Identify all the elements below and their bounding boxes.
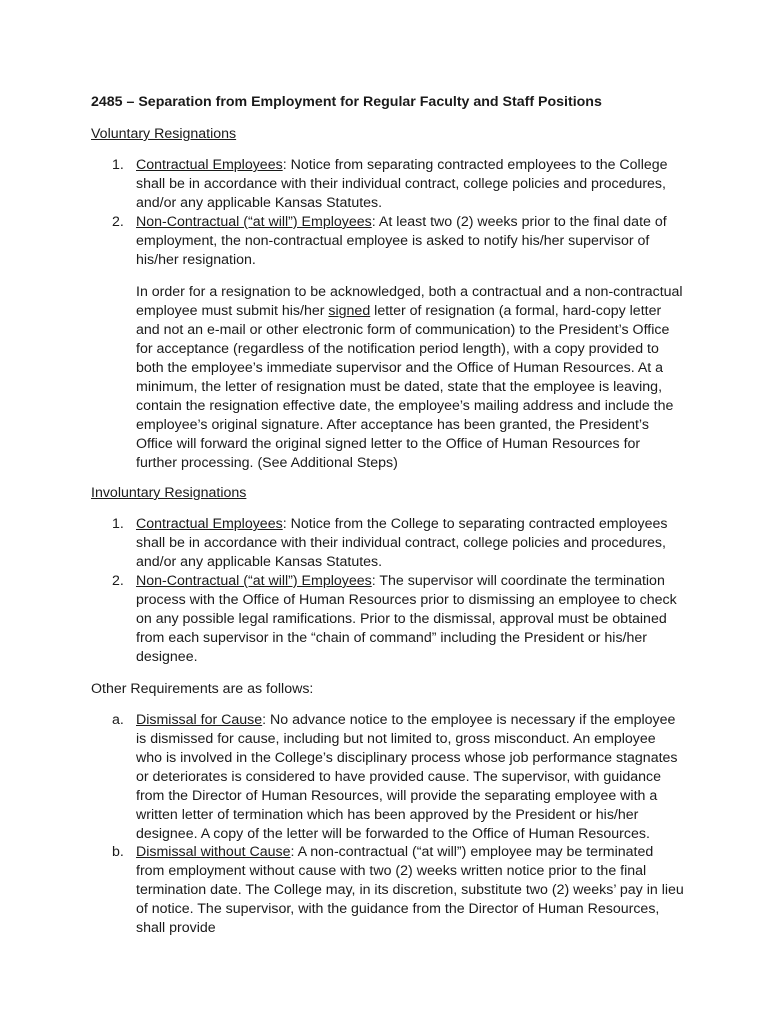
item-label: Dismissal for Cause <box>136 712 263 728</box>
list-item-text <box>136 156 684 213</box>
signed-emphasis: signed <box>328 303 371 319</box>
voluntary-heading: Voluntary Resignations <box>91 126 237 142</box>
policy-title: 2485 – Separation from Employment for Regular Faculty and Staff Positions <box>91 94 602 110</box>
item-label: Contractual Employees <box>136 516 283 532</box>
paragraph-text-after: letter of resignation (a formal, hard-copy letter and not an e-mail or other electronic form of communication) to the President’s Office for acceptance (regardless of the notification period length), with a copy provided to both the employee’s immediate supervisor and the Office of Human Resources. At a minimum, the letter of resignation must be dated, state that the employee is leaving, contain the resignation effective date, the employee’s mailing address and include the employee’s original signature. After acceptance has been granted, the President’s Office will forward the original signed letter to the Office of Human Resources for further processing. (See Additional Steps) <box>136 303 674 471</box>
item-label: Dismissal without Cause <box>136 844 291 860</box>
item-body: : Notice from the College to separating contracted employees shall be in accordance with their individual contract, college policies and procedures, and/or any applicable Kansas Statutes. <box>136 516 668 570</box>
list-marker: 1. <box>112 516 124 532</box>
list-item-text <box>136 213 684 270</box>
item-body: : A non-contractual (“at will”) employee may be terminated from employment without cause with two (2) weeks written notice prior to the final termination date. The College may, in its discretion, substitute two (2) weeks’ pay in lieu of notice. The supervisor, with the guidance from the Director of Human Resources, shall provide <box>136 844 684 936</box>
list-marker: 1. <box>112 157 124 173</box>
item-body: : Notice from separating contracted employees to the College shall be in accordance with their individual contract, college policies and procedures, and/or any applicable Kansas Statutes. <box>136 157 668 211</box>
item-label: Contractual Employees <box>136 157 283 173</box>
item-label: Non-Contractual (“at will”) Employees <box>136 573 372 589</box>
list-marker: b. <box>112 844 124 860</box>
paragraph-text-before: In order for a resignation to be acknowledged, both a contractual and a non-contractual employee must submit his/her <box>136 284 683 319</box>
list-marker: 2. <box>112 214 124 230</box>
involuntary-heading: Involuntary Resignations <box>91 485 247 501</box>
list-item-text <box>136 515 684 572</box>
other-requirements-heading: Other Requirements are as follows: <box>91 681 314 697</box>
list-marker: a. <box>112 712 124 728</box>
resignation-paragraph <box>136 283 684 473</box>
item-label: Non-Contractual (“at will”) Employees <box>136 214 372 230</box>
item-body: : The supervisor will coordinate the termination process with the Office of Human Resources prior to dismissing an employee to check on any possible legal ramifications. Prior to the dismissal, approval must be obtained from each supervisor in the “chain of command” including the President or his/her designee. <box>136 573 677 665</box>
item-body: : At least two (2) weeks prior to the final date of employment, the non-contractual employee is asked to notify his/her supervisor of his/her resignation. <box>136 214 667 268</box>
list-item-text <box>136 711 684 844</box>
item-body: : No advance notice to the employee is necessary if the employee is dismissed for cause, including but not limited to, gross misconduct. An employee who is involved in the College’s disciplinary process whose job performance stagnates or deteriorates is considered to have provided cause. The supervisor, with guidance from the Director of Human Resources, will provide the separating employee with a written letter of termination which has been approved by the President or his/her designee. A copy of the letter will be forwarded to the Office of Human Resources. <box>136 712 678 842</box>
list-marker: 2. <box>112 573 124 589</box>
list-item-text <box>136 843 684 938</box>
list-item-text <box>136 572 684 667</box>
